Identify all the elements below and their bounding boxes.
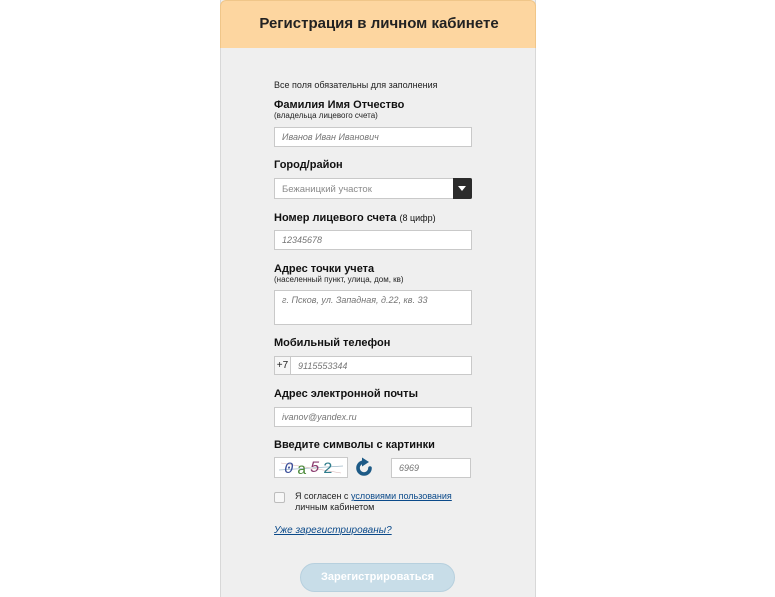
chevron-down-icon[interactable] (453, 178, 472, 199)
city-select[interactable] (274, 178, 472, 199)
account-label (274, 212, 436, 224)
address-input[interactable] (274, 290, 472, 325)
phone-prefix: +7 (274, 356, 291, 375)
page-title: Регистрация в личном кабинете (259, 15, 499, 32)
city-select-value: Бежаницкий участок (282, 184, 372, 195)
already-registered-link[interactable]: Уже зарегистрированы? (274, 525, 392, 536)
fio-input[interactable] (274, 127, 472, 147)
account-label-text: Номер лицевого счета (274, 212, 397, 224)
agree-text (295, 491, 452, 513)
svg-text:2: 2 (323, 460, 333, 477)
panel-header (220, 0, 536, 48)
phone-input[interactable] (290, 356, 472, 375)
register-button[interactable]: Зарегистрироваться (300, 563, 455, 592)
fio-label: Фамилия Имя Отчество (274, 99, 405, 111)
terms-link[interactable]: условиями пользования (350, 491, 452, 501)
agree-text-after: личным кабинетом (295, 502, 375, 512)
email-label: Адрес электронной почты (274, 388, 418, 400)
address-label: Адрес точки учета (274, 263, 375, 275)
address-sublabel: (населенный пункт, улица, дом, кв) (274, 275, 404, 284)
agree-checkbox[interactable] (274, 492, 285, 503)
agree-text-before: Я согласен с (295, 491, 351, 501)
svg-text:5: 5 (310, 459, 320, 477)
account-input[interactable] (274, 230, 472, 250)
city-label: Город/район (274, 159, 343, 171)
refresh-icon[interactable] (353, 457, 375, 479)
account-hint: (8 цифр) (399, 213, 436, 223)
svg-text:a: a (297, 461, 307, 477)
phone-label: Мобильный телефон (274, 337, 391, 349)
captcha-input[interactable] (391, 458, 471, 478)
captcha-image (274, 457, 348, 478)
fio-sublabel: (владельца лицевого счета) (274, 111, 378, 120)
captcha-picture (275, 458, 347, 477)
captcha-label: Введите символы с картинки (274, 439, 435, 451)
svg-text:0: 0 (284, 460, 294, 477)
email-input[interactable] (274, 407, 472, 427)
required-note: Все поля обязательны для заполнения (274, 80, 438, 90)
